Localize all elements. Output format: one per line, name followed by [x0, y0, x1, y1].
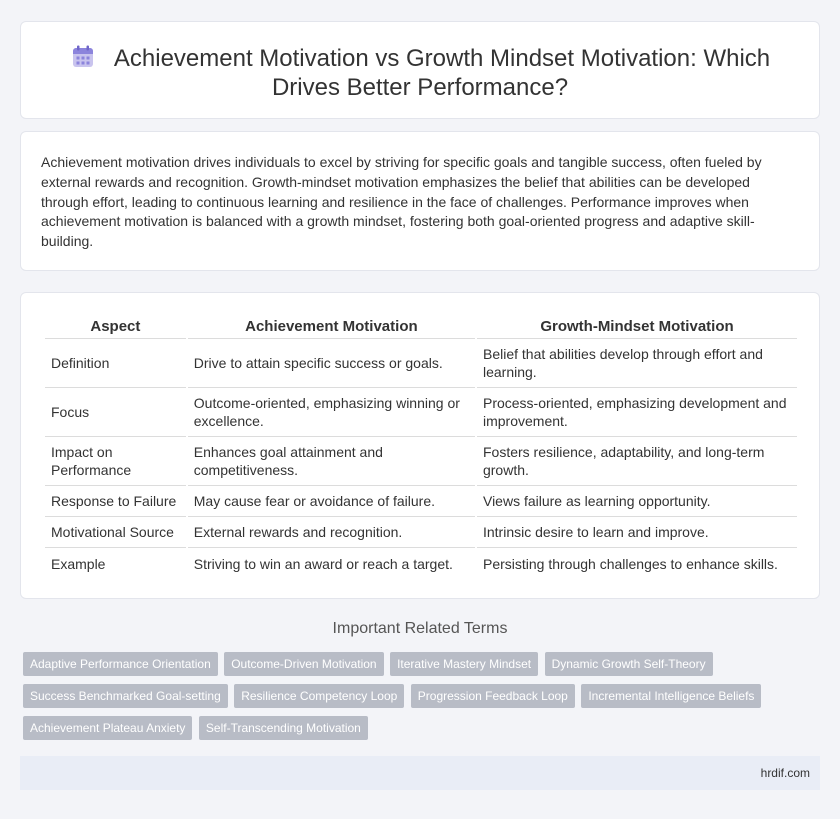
table-row	[45, 517, 797, 548]
term-tag[interactable]: Iterative Mastery Mindset	[390, 652, 538, 676]
related-terms-heading: Important Related Terms	[332, 620, 508, 637]
table-cell: May cause fear or avoidance of failure.	[188, 486, 475, 517]
table-row	[45, 339, 797, 388]
calendar-icon	[70, 45, 96, 69]
table-cell: Persisting through challenges to enhance skills.	[482, 555, 778, 572]
intro-card	[20, 131, 820, 271]
footer-site-link[interactable]: hrdif.com	[760, 766, 810, 780]
table-row	[45, 388, 797, 437]
table-cell: Fosters resilience, adaptability, and long-term growth.	[477, 437, 797, 486]
table-row	[45, 437, 797, 486]
term-tag[interactable]: Outcome-Driven Motivation	[224, 652, 383, 676]
footer-bar	[20, 756, 820, 790]
term-tag[interactable]: Progression Feedback Loop	[411, 684, 575, 708]
title-card	[20, 21, 820, 119]
table-cell: Outcome-oriented, emphasizing winning or excellence.	[188, 388, 475, 437]
term-tag[interactable]: Incremental Intelligence Beliefs	[581, 684, 761, 708]
table-cell: Drive to attain specific success or goals.	[188, 339, 475, 388]
table-cell: Process-oriented, emphasizing development and improvement.	[477, 388, 797, 437]
table-cell: Belief that abilities develop through effort and learning.	[477, 339, 797, 388]
term-tag[interactable]: Adaptive Performance Orientation	[23, 652, 218, 676]
table-cell: Striving to win an award or reach a target.	[193, 555, 453, 572]
table-row	[45, 548, 797, 579]
table-row	[45, 486, 797, 517]
table-cell: Views failure as learning opportunity.	[477, 486, 797, 517]
intro-paragraph: Achievement motivation drives individuals to excel by striving for specific goals and tangible success, often fueled by external rewards and recognition. Growth-mindset motivation emphasizes the belief that abilities can be developed through effort, leading to continuous learning and resilience in the face of challenges. Performance improves when achievement motivation is balanced with a growth mindset, fostering both goal-oriented progress and adaptive skill-building.	[41, 154, 762, 250]
term-tag[interactable]: Resilience Competency Loop	[234, 684, 404, 708]
related-terms-list	[23, 652, 823, 748]
term-tag[interactable]: Dynamic Growth Self-Theory	[545, 652, 713, 676]
column-header: Growth-Mindset Motivation	[477, 315, 797, 339]
term-tag[interactable]: Self-Transcending Motivation	[199, 716, 368, 740]
table-cell: Response to Failure	[45, 486, 186, 517]
comparison-table	[43, 315, 799, 579]
table-cell: Intrinsic desire to learn and improve.	[477, 517, 797, 548]
table-cell: Impact on Performance	[45, 437, 186, 486]
table-cell: Enhances goal attainment and competitiveness.	[188, 437, 475, 486]
column-header: Aspect	[45, 315, 186, 339]
comparison-table-card	[20, 292, 820, 599]
table-cell: Definition	[45, 339, 186, 388]
table-cell: Motivational Source	[45, 517, 186, 548]
table-cell: External rewards and recognition.	[188, 517, 475, 548]
column-header: Achievement Motivation	[188, 315, 475, 339]
page-title: Achievement Motivation vs Growth Mindset Motivation: Which Drives Better Performance?	[113, 45, 771, 101]
term-tag[interactable]: Achievement Plateau Anxiety	[23, 716, 192, 740]
table-header-row	[45, 315, 797, 339]
page-title-block	[61, 44, 779, 102]
table-cell: Focus	[45, 388, 186, 437]
table-cell: Example	[51, 555, 106, 572]
term-tag[interactable]: Success Benchmarked Goal-setting	[23, 684, 228, 708]
